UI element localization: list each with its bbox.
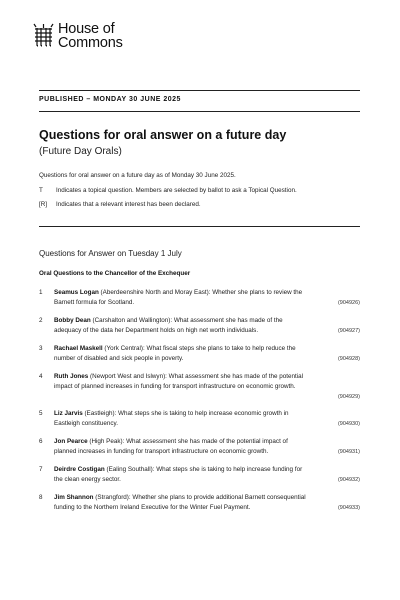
legend-topical [39, 187, 297, 194]
question-number: 7 [39, 466, 43, 473]
question-number: 6 [39, 438, 43, 445]
section-heading: Questions for Answer on Tuesday 1 July [39, 249, 182, 258]
question-text-line2: Barnett formula for Scotland. [54, 299, 135, 306]
question-text-line2: Eastleigh constituency. [54, 420, 118, 427]
question-mp: Jim Shannon [54, 494, 94, 501]
house-of-commons-logo [33, 22, 123, 50]
question-body [54, 493, 324, 513]
question-text: : What steps she is taking to help increase funding for [152, 466, 303, 473]
legend-text: Indicates that a relevant interest has been declared. [56, 201, 201, 208]
page-subtitle: (Future Day Orals) [39, 146, 122, 157]
top-rule [39, 90, 360, 91]
published-date: PUBLISHED – MONDAY 30 JUNE 2025 [39, 96, 181, 103]
logo-text [58, 22, 123, 50]
sub-heading: Oral Questions to the Chancellor of the Exchequer [39, 270, 191, 277]
question-ref: (904932) [337, 477, 360, 483]
question-number: 4 [39, 373, 43, 380]
question-body [54, 437, 324, 457]
question-number: 2 [39, 317, 43, 324]
question-constituency: (York Central) [102, 345, 144, 352]
question-body [54, 316, 324, 336]
intro-text: Questions for oral answer on a future day as of Monday 30 June 2025. [39, 172, 236, 179]
question-constituency: (Newport West and Islwyn) [88, 373, 166, 380]
question-text: : Whether she plans to provide additional Barnett consequential [128, 494, 306, 501]
question-mp: Rachael Maskell [54, 345, 103, 352]
question-number: 3 [39, 345, 43, 352]
question-text: : What steps she is taking to help increase economic growth in [114, 410, 289, 417]
question-text: : What assessment she has made of the potential [165, 373, 304, 380]
question-ref: (904927) [337, 328, 360, 334]
page-title: Questions for oral answer on a future day [39, 128, 287, 142]
logo-line-2: Commons [58, 35, 123, 51]
question-constituency: (Strangford) [93, 494, 129, 501]
question-ref: (904933) [337, 505, 360, 511]
question-constituency: (Aberdeenshire North and Moray East) [98, 289, 209, 296]
question-text: : What assessment she has made of the potential impact of [122, 438, 288, 445]
question-mp: Bobby Dean [54, 317, 91, 324]
question-ref: (904928) [337, 356, 360, 362]
question-number: 8 [39, 494, 43, 501]
legend-symbol: [R] [39, 201, 48, 208]
question-number: 5 [39, 410, 43, 417]
section-rule [39, 226, 360, 227]
question-text: : What fiscal steps she plans to take to help reduce the [143, 345, 296, 352]
question-text-line2: funding to the Northern Ireland Executive for the Winter Fuel Payment. [54, 504, 251, 511]
question-number: 1 [39, 289, 43, 296]
question-ref: (904929) [337, 394, 360, 400]
question-body [54, 344, 324, 364]
portcullis-icon [33, 23, 54, 47]
question-mp: Liz Jarvis [54, 410, 83, 417]
question-text-line2: the clean energy sector. [54, 476, 121, 483]
published-rule [39, 111, 360, 112]
question-body [54, 288, 324, 308]
question-text-line2: number of disabled and sick people in poverty. [54, 355, 184, 362]
question-text-line2: planned increases in funding for transport infrastructure on economic growth. [54, 448, 269, 455]
question-ref: (904931) [337, 449, 360, 455]
question-text-line2: adequacy of the data her Department holds on high net worth individuals. [54, 327, 259, 334]
question-mp: Jon Pearce [54, 438, 88, 445]
question-body [54, 372, 324, 392]
question-body [54, 409, 324, 429]
question-constituency: (Eastleigh) [82, 410, 115, 417]
question-body [54, 465, 324, 485]
legend-interest [39, 201, 201, 208]
question-mp: Ruth Jones [54, 373, 89, 380]
question-text: : What assessment she has made of the [170, 317, 283, 324]
question-mp: Seamus Logan [54, 289, 99, 296]
legend-text: Indicates a topical question. Members are selected by ballot to ask a Topical Question. [56, 187, 297, 194]
question-ref: (904930) [337, 421, 360, 427]
question-text-line2: impact of planned increases in funding for transport infrastructure on economic growth. [54, 383, 296, 390]
question-ref: (904926) [337, 300, 360, 306]
question-constituency: (Ealing Southall) [104, 466, 153, 473]
question-constituency: (Carshalton and Wallington) [90, 317, 171, 324]
legend-symbol: T [39, 187, 43, 194]
question-constituency: (High Peak) [87, 438, 123, 445]
logo-line-1: House of [58, 21, 115, 37]
question-text: : Whether she plans to review the [208, 289, 303, 296]
question-mp: Deirdre Costigan [54, 466, 105, 473]
